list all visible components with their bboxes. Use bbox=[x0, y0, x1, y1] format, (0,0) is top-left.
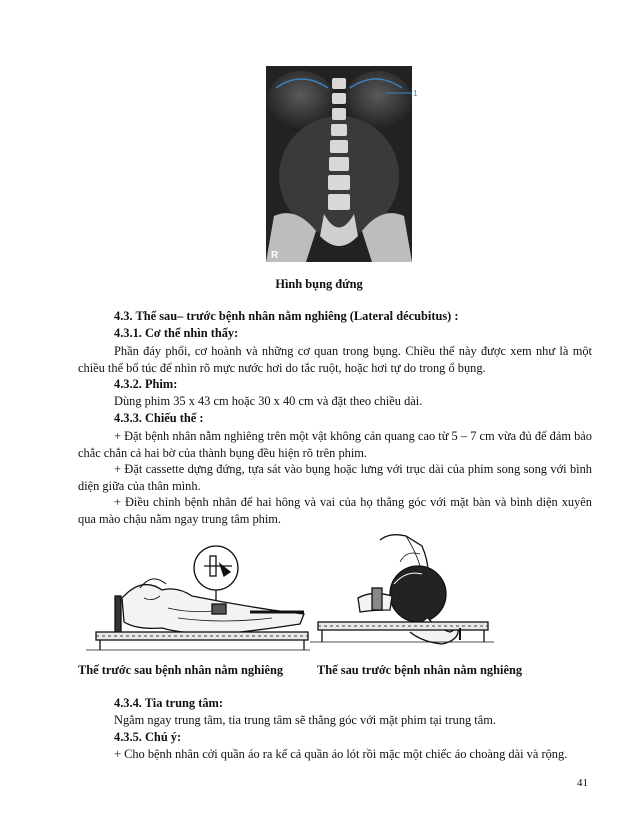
page-number: 41 bbox=[577, 777, 588, 789]
section-heading-4-3-4: 4.3.4. Tia trung tâm: bbox=[114, 696, 223, 710]
paragraph-film: Dùng phim 35 x 43 cm hoặc 30 x 40 cm và đặt theo chiều dài. bbox=[114, 394, 423, 408]
figure-caption: Hình bụng đứng bbox=[275, 277, 363, 291]
section-heading-4-3-2: 4.3.2. Phim: bbox=[114, 377, 178, 391]
paragraph-central-ray: Ngắm ngay trung tâm, tia trung tâm sẽ thẳng góc với mặt phim tại trung tâm. bbox=[114, 713, 496, 727]
bullet-positioning-3: + Điều chỉnh bệnh nhân để hai hông và vai của họ thẳng góc với mặt bàn và bình diện xuyên qua mào chậu nằm ngay trung tâm phim. bbox=[78, 495, 592, 526]
xray-callout-label: 1 bbox=[413, 89, 418, 98]
figure-caption-left: Thế trước sau bệnh nhân nằm nghiêng bbox=[78, 663, 284, 677]
illustration-pa-lateral-decubitus bbox=[310, 532, 495, 656]
section-heading-4-3-3: 4.3.3. Chiếu thế : bbox=[114, 411, 204, 425]
xray-marker-r: R bbox=[271, 250, 279, 261]
bullet-positioning-2: + Đặt cassette dựng đứng, tựa sát vào bụng hoặc lưng với trục dài của phim song song với bình diện giữa của thân mình. bbox=[78, 462, 592, 493]
figure-caption-right: Thế sau trước bệnh nhân nằm nghiêng bbox=[317, 663, 523, 677]
abdominal-xray-image bbox=[266, 66, 412, 262]
bullet-positioning-1: + Đặt bệnh nhân nằm nghiêng trên một vật không cản quang cao từ 5 – 7 cm vừa đủ để đảm bảo chắc chắn cả hai bờ của thành bụng đều hiện rõ trên phim. bbox=[78, 429, 592, 460]
section-heading-4-3-5: 4.3.5. Chú ý: bbox=[114, 730, 182, 744]
bullet-note: + Cho bệnh nhân cởi quần áo ra kể cả quần áo lót rồi mặc một chiếc áo choàng dài và rộng. bbox=[114, 747, 568, 761]
section-heading-4-3-1: 4.3.1. Cơ thể nhìn thấy: bbox=[114, 326, 239, 340]
paragraph-visible-body: Phần đáy phổi, cơ hoành và những cơ quan trong bụng. Chiều thế này được xem như là một chiều thế bổ túc để nhìn rõ mực nước hơi do tắc ruột, hoặc hơi tự do trong ổ bụng. bbox=[78, 344, 592, 375]
illustration-ap-lateral-decubitus bbox=[82, 538, 312, 656]
section-heading-4-3: 4.3. Thế sau– trước bệnh nhân nằm nghiêng (Lateral décubitus) : bbox=[114, 309, 459, 323]
